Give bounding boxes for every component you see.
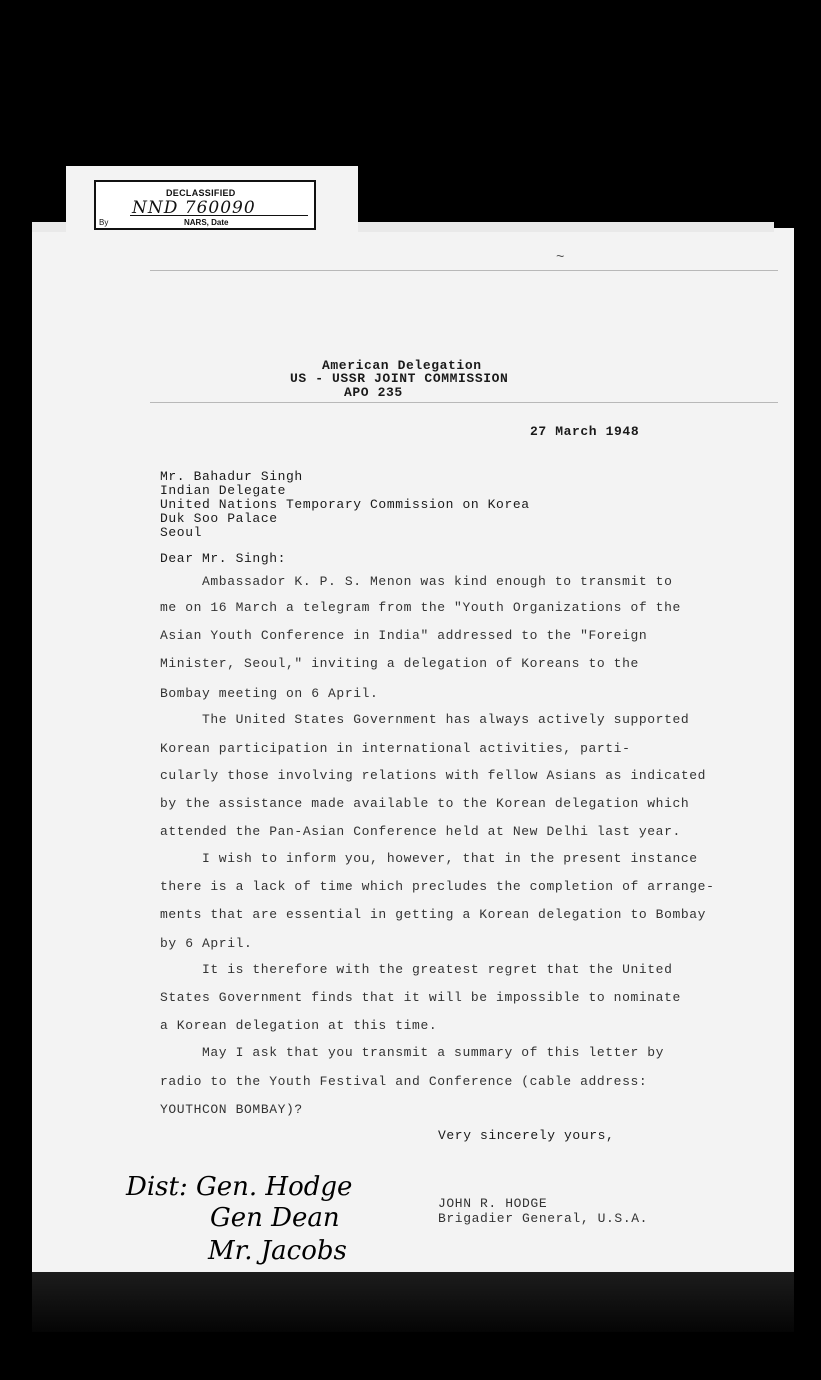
complimentary-close: Very sincerely yours, bbox=[438, 1128, 615, 1143]
letterhead-line: American Delegation bbox=[322, 358, 482, 373]
addressee-line: Seoul bbox=[160, 525, 203, 540]
body-line: there is a lack of time which precludes the completion of arrange- bbox=[160, 879, 715, 894]
body-line: me on 16 March a telegram from the "Youth Organizations of the bbox=[160, 600, 681, 615]
body-line: ments that are essential in getting a Korean delegation to Bombay bbox=[160, 907, 707, 922]
fold-line bbox=[150, 402, 778, 403]
salutation: Dear Mr. Singh: bbox=[160, 551, 287, 566]
stamp-rule bbox=[130, 215, 308, 216]
body-line: Korean participation in international activities, parti- bbox=[160, 741, 631, 756]
letterhead-line: US - USSR JOINT COMMISSION bbox=[290, 371, 509, 386]
body-line: The United States Government has always actively supported bbox=[202, 712, 690, 727]
stamp-nars-date: NARS, Date bbox=[184, 218, 229, 227]
fold-line bbox=[150, 270, 778, 271]
body-line: May I ask that you transmit a summary of this letter by bbox=[202, 1045, 665, 1060]
body-line: Minister, Seoul," inviting a delegation of Koreans to the bbox=[160, 656, 639, 671]
body-line: Ambassador K. P. S. Menon was kind enough to transmit to bbox=[202, 574, 673, 589]
body-line: a Korean delegation at this time. bbox=[160, 1018, 438, 1033]
body-line: States Government finds that it will be impossible to nominate bbox=[160, 990, 681, 1005]
body-line: by 6 April. bbox=[160, 936, 253, 951]
scan-shadow bbox=[32, 1272, 794, 1332]
addressee-line: United Nations Temporary Commission on Korea bbox=[160, 497, 530, 512]
handwritten-distribution: Dist: Gen. Hodge bbox=[126, 1172, 353, 1202]
handwritten-distribution: Mr. Jacobs bbox=[208, 1236, 347, 1266]
signature-name: JOHN R. HODGE bbox=[438, 1196, 548, 1211]
pencil-mark: ~ bbox=[556, 250, 565, 266]
stamp-by: By bbox=[99, 218, 109, 227]
stamp-rule bbox=[110, 228, 308, 229]
letterhead-line: APO 235 bbox=[344, 385, 403, 400]
body-line: attended the Pan-Asian Conference held at New Delhi last year. bbox=[160, 824, 681, 839]
body-line: cularly those involving relations with fellow Asians as indicated bbox=[160, 768, 707, 783]
body-line: Asian Youth Conference in India" addressed to the "Foreign bbox=[160, 628, 648, 643]
addressee-line: Duk Soo Palace bbox=[160, 511, 278, 526]
body-line: radio to the Youth Festival and Conference (cable address: bbox=[160, 1074, 648, 1089]
stamp-title: DECLASSIFIED bbox=[166, 188, 236, 198]
addressee-line: Mr. Bahadur Singh bbox=[160, 469, 303, 484]
body-line: by the assistance made available to the Korean delegation which bbox=[160, 796, 690, 811]
handwritten-distribution: Gen Dean bbox=[210, 1203, 340, 1233]
body-line: Bombay meeting on 6 April. bbox=[160, 686, 379, 701]
signature-title: Brigadier General, U.S.A. bbox=[438, 1211, 649, 1226]
declassified-stamp bbox=[94, 180, 316, 230]
addressee-line: Indian Delegate bbox=[160, 483, 287, 498]
stamp-authority: NND 760090 bbox=[132, 198, 256, 218]
body-line: I wish to inform you, however, that in the present instance bbox=[202, 851, 698, 866]
body-line: YOUTHCON BOMBAY)? bbox=[160, 1102, 303, 1117]
letter-date: 27 March 1948 bbox=[530, 424, 640, 439]
body-line: It is therefore with the greatest regret that the United bbox=[202, 962, 673, 977]
